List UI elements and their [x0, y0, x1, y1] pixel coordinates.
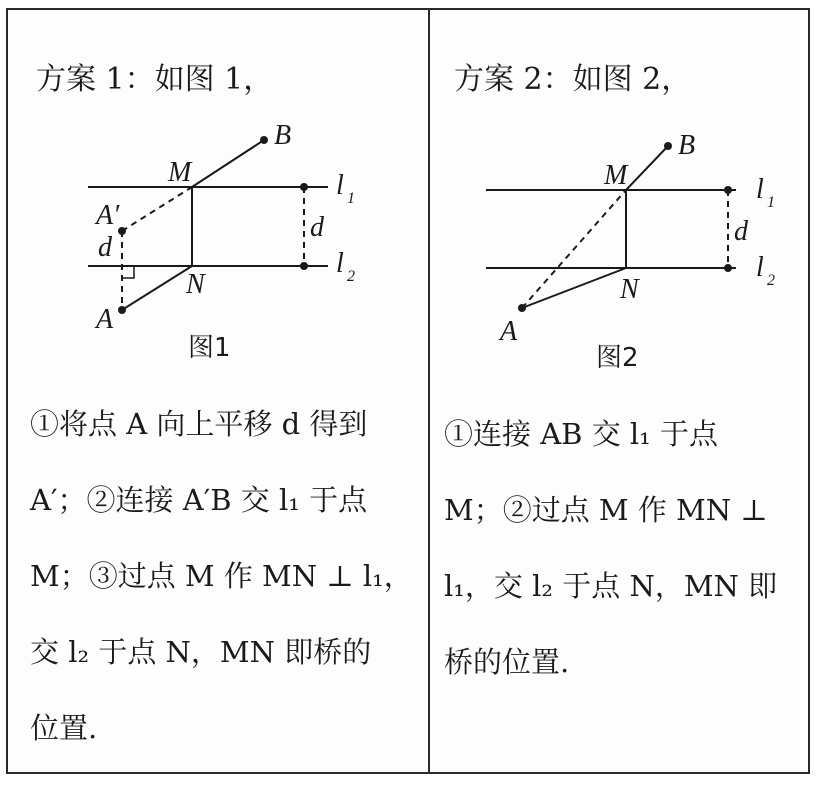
plan1-steps [30, 386, 416, 766]
label-b: B [678, 130, 696, 161]
label-n: N [186, 269, 205, 300]
label-l1: l [756, 174, 764, 205]
comparison-table [6, 8, 810, 774]
segment-a-m-dashed [522, 190, 626, 308]
plan1-step-line: 位置. [30, 711, 98, 745]
label-a: A [500, 316, 518, 347]
point-b [260, 136, 268, 144]
plan1-step-line: A′；②连接 A′B 交 l₁ 于点 [30, 483, 368, 517]
label-l2: l [756, 252, 764, 283]
segment-a-n [522, 268, 626, 308]
point-b [664, 142, 672, 150]
plan1-title: 方案 1：如图 1， [36, 62, 274, 97]
label-m: M [168, 157, 192, 188]
label-aprime: A′ [96, 200, 120, 231]
label-l1: l [336, 170, 344, 201]
label-d-left: d [98, 232, 112, 263]
plan2-steps [444, 396, 806, 700]
label-l2: l [336, 248, 344, 279]
label-m: M [604, 160, 628, 191]
plan1-step-line: ①将点 A 向上平移 d 得到 [30, 407, 368, 441]
label-l1-sub: 1 [347, 190, 355, 207]
figure1-diagram [8, 10, 428, 390]
segment-mb [626, 146, 668, 190]
figure2-caption: 图2 [596, 343, 639, 373]
segment-mb [192, 140, 264, 187]
plan2-step-line: ①连接 AB 交 l₁ 于点 [444, 417, 719, 451]
label-l2-sub: 2 [347, 268, 355, 285]
label-l1-sub: 1 [767, 194, 775, 211]
point-d-bottom [724, 264, 732, 272]
plan1-panel [8, 10, 428, 772]
right-angle-mark [122, 266, 134, 278]
segment-aprime-m [122, 187, 192, 231]
figure1-caption: 图1 [188, 333, 231, 363]
plan2-step-line: 桥的位置. [444, 645, 570, 679]
point-a [118, 306, 126, 314]
plan2-panel [430, 10, 810, 772]
plan2-title: 方案 2：如图 2， [454, 62, 692, 97]
label-d-right: d [310, 212, 324, 243]
label-d: d [734, 216, 748, 247]
label-l2-sub: 2 [767, 272, 775, 289]
label-a: A [96, 304, 114, 335]
point-a [518, 304, 526, 312]
point-d-top [300, 183, 308, 191]
plan2-step-line: l₁，交 l₂ 于点 N，MN 即 [444, 569, 778, 603]
plan1-step-line: M；③过点 M 作 MN ⊥ l₁， [30, 559, 413, 593]
label-b: B [274, 120, 292, 151]
plan1-step-line: 交 l₂ 于点 N，MN 即桥的 [30, 635, 372, 669]
segment-a-n [122, 266, 192, 310]
point-d-bottom [300, 262, 308, 270]
label-n: N [620, 274, 639, 305]
figure2-diagram [430, 10, 810, 390]
plan2-step-line: M；②过点 M 作 MN ⊥ [444, 493, 768, 527]
point-d-top [724, 186, 732, 194]
